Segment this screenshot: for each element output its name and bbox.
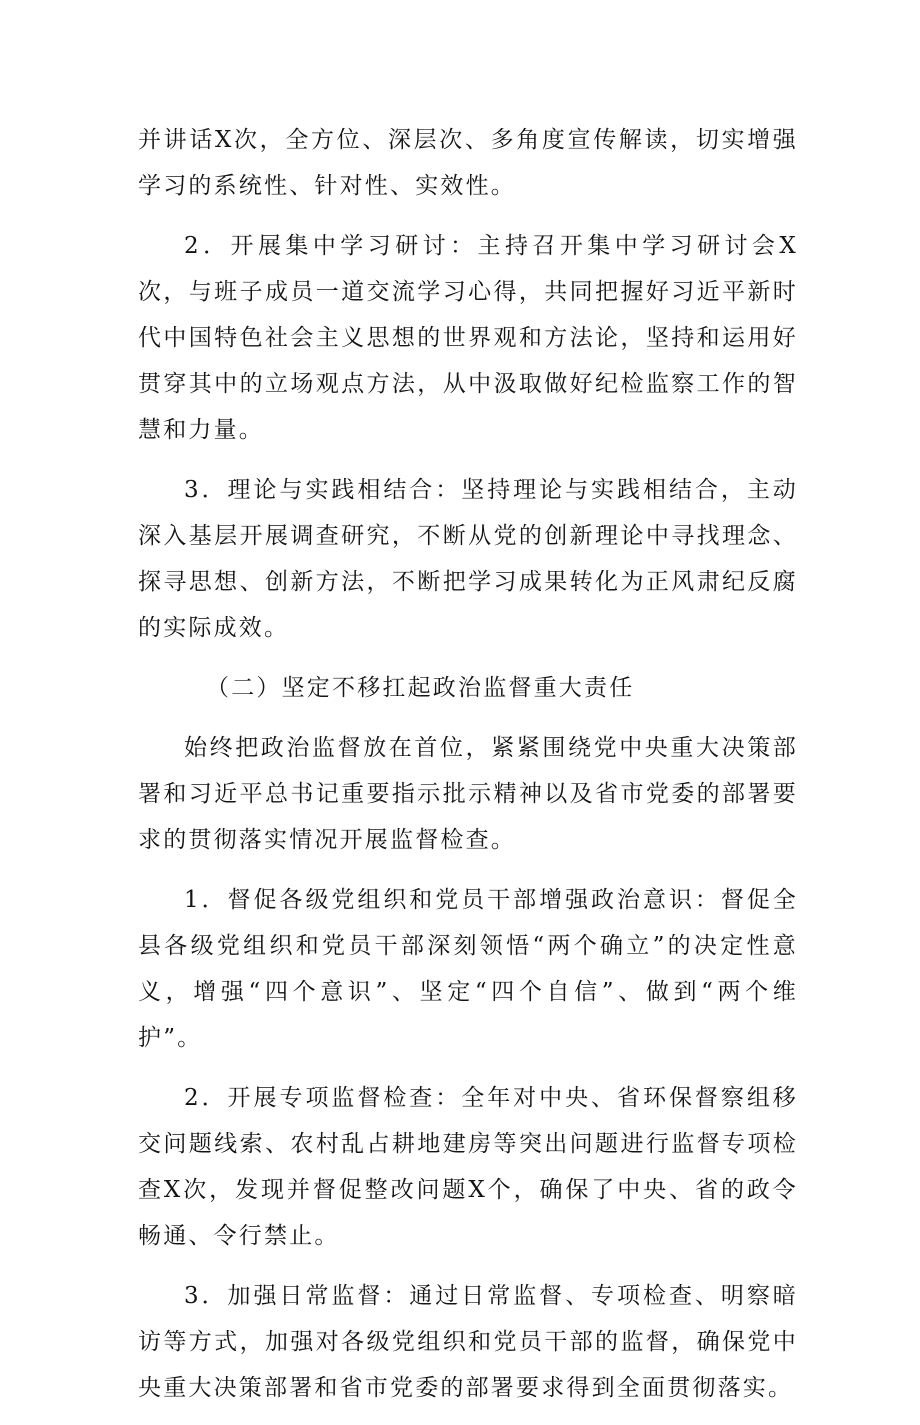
paragraph-item-3-theory-practice: 3．理论与实践相结合：坚持理论与实践相结合，主动深入基层开展调查研究，不断从党的创新理论中寻找理念、探寻思想、创新方法，不断把学习成果转化为正风肃纪反腐的实际成效。 [138, 477, 798, 641]
paragraph-continuation: 并讲话X次，全方位、深层次、多角度宣传解读，切实增强学习的系统性、针对性、实效性。 [138, 127, 798, 199]
paragraph-item-1-political-awareness: 1．督促各级党组织和党员干部增强政治意识：督促全县各级党组织和党员干部深刻领悟“两个确立”的决定性意义，增强“四个意识”、坚定“四个自信”、做到“两个维护”。 [138, 887, 798, 1051]
section-heading-political-supervision: （二）坚定不移扛起政治监督重大责任 [206, 675, 635, 701]
document-body [138, 117, 798, 1425]
paragraph-item-2-study-seminar: 2．开展集中学习研讨：主持召开集中学习研讨会X次，与班子成员一道交流学习心得，共同把握好习近平新时代中国特色社会主义思想的世界观和方法论，坚持和运用好贯穿其中的立场观点方法，从中汲取做好纪检监察工作的智慧和力量。 [138, 233, 798, 443]
paragraph-section-intro: 始终把政治监督放在首位，紧紧围绕党中央重大决策部署和习近平总书记重要指示批示精神以及省市党委的部署要求的贯彻落实情况开展监督检查。 [138, 735, 798, 853]
paragraph-item-3-daily-supervision: 3．加强日常监督：通过日常监督、专项检查、明察暗访等方式，加强对各级党组织和党员干部的监督，确保党中央重大决策部署和省市党委的部署要求得到全面贯彻落实。 [138, 1283, 798, 1401]
paragraph-item-2-special-inspection: 2．开展专项监督检查：全年对中央、省环保督察组移交问题线索、农村乱占耕地建房等突出问题进行监督专项检查X次，发现并督促整改问题X个，确保了中央、省的政令畅通、令行禁止。 [138, 1085, 798, 1249]
